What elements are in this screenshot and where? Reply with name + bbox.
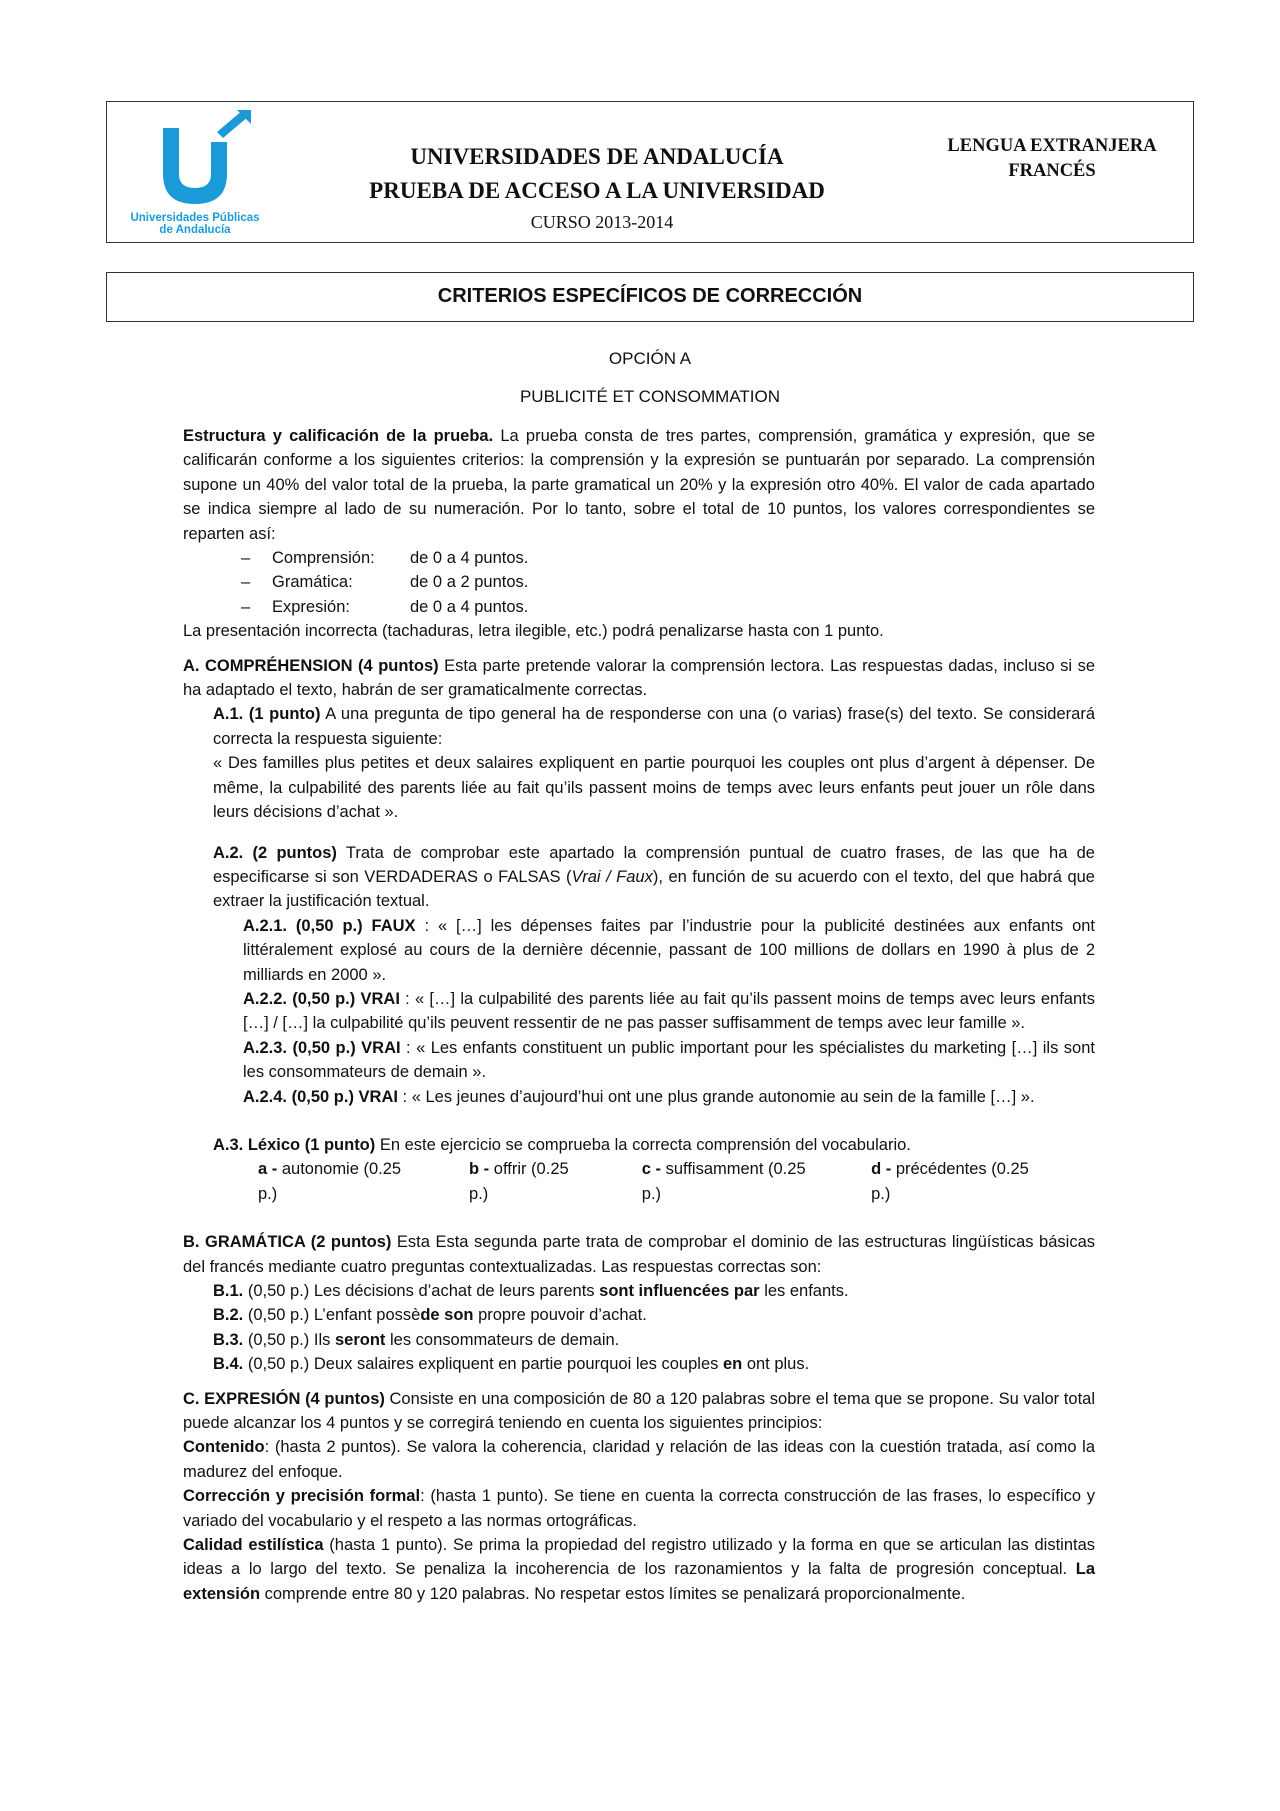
style-text: (hasta 1 punto). Se prima la propiedad del registro utilizado y la forma en que se articulan las distintas ideas a lo largo del texto. Se penaliza la incoherencia de los razonamientos y la falta de progresión conceptual. (183, 1536, 1096, 1579)
logo-caption-line-2: de Andalucía (159, 224, 231, 236)
a2-item-lead: A.2.3. (0,50 p.) VRAI (243, 1038, 401, 1057)
style-lead: Calidad estilística (183, 1536, 324, 1555)
correction-lead: Corrección y precisión formal (183, 1487, 421, 1506)
spacer (183, 644, 1095, 654)
content-lead: Contenido (183, 1438, 265, 1457)
a3-paragraph (183, 1133, 1095, 1157)
criteria-title: CRITERIOS ESPECÍFICOS DE CORRECCIÓN (106, 272, 1194, 322)
a2-item (183, 914, 1095, 987)
b-item-answer: seront (334, 1330, 386, 1349)
b-item-num: B.1. (213, 1282, 244, 1300)
content-criterion (183, 1435, 1095, 1484)
header-subject (907, 134, 1197, 184)
list-label: Expresión: (272, 597, 350, 616)
section-a-text: Esta parte pretende valorar la comprensión lectora. Las respuestas dadas, incluso si se ha adaptado el texto, habrán de ser gramaticalmente correctas. (183, 656, 1095, 700)
b-item-answer: de son (420, 1306, 474, 1325)
a1-paragraph (183, 702, 1095, 751)
b-item (183, 1303, 1095, 1327)
b-item-answer: sont influencées par (599, 1282, 760, 1300)
b-item-answer: en (722, 1355, 743, 1374)
spacer (183, 1109, 1095, 1133)
topic-heading: PUBLICITÉ ET CONSOMMATION (519, 387, 781, 406)
b-item (183, 1279, 1095, 1303)
section-a-intro (183, 654, 1095, 703)
a2-item-text: : « Les enfants constituent un public important pour les spécialistes du marketing […] ils sont les consommateurs de demain ». (243, 1038, 1095, 1082)
document-body (183, 424, 1095, 1606)
a3-lead: A.3. Léxico (1 punto) (213, 1135, 376, 1154)
a2-text-italic: Vrai / Faux (571, 867, 653, 886)
a2-item-lead: A.2.2. (0,50 p.) VRAI (243, 989, 400, 1008)
lexico-key: c - (641, 1160, 662, 1179)
structure-lead: Estructura y calificación de la prueba. (183, 427, 494, 445)
header-titles (307, 140, 887, 236)
list-value: de 0 a 4 puntos. (410, 597, 529, 616)
a2-paragraph (183, 841, 1095, 914)
a1-answer: « Des familles plus petites et deux salaires expliquent en partie pourquoi les couples ont plus d’argent à dépenser. De même, la culpabilité des parents liée au fait qu’ils passent moins de temps avec leurs enfants peut jouer un rôle dans leurs décisions d’achat ». (213, 754, 1095, 822)
header-title-2: PRUEBA DE ACCESO A LA UNIVERSIDAD (369, 178, 825, 203)
extension-text: comprende entre 80 y 120 palabras. No respetar estos límites se penalizará proporcionalmente. (260, 1584, 966, 1603)
spacer (183, 1206, 1095, 1230)
extension-lead: La extensión (183, 1560, 1095, 1603)
list-dash: – (241, 549, 251, 568)
a2-text-2: ), en función de su acuerdo con el texto, del que habrá que extraer la justificación textual. (213, 867, 1095, 911)
list-value: de 0 a 4 puntos. (410, 549, 529, 568)
list-label: Gramática: (272, 573, 353, 592)
correction-text: : (hasta 1 punto). Se tiene en cuenta la correcta construcción de las frases, lo específico y variado del vocabulario y el respeto a las normas ortográficas. (183, 1487, 1096, 1530)
lexico-text: suffisamment (0.25 p.) (641, 1160, 806, 1203)
spacer (183, 1377, 1095, 1387)
lexico-key: b - (469, 1160, 490, 1179)
a2-item (183, 1085, 1095, 1109)
section-b-text: Esta Esta segunda parte trata de comprobar el dominio de las estructuras lingüísticas básicas del francés mediante cuatro preguntas contextualizadas. Las respuestas correctas son: (183, 1233, 1095, 1276)
b-item-text: (0,50 p.) Les décisions d’achat de leurs parents (243, 1282, 600, 1300)
lexico-item (258, 1157, 435, 1206)
lexico-text: précédentes (0.25 p.) (871, 1160, 1029, 1203)
university-logo (125, 108, 265, 238)
a2-item (183, 1036, 1095, 1085)
section-b-lead: B. GRAMÁTICA (2 puntos) (183, 1233, 392, 1252)
option-heading: OPCIÓN A (608, 349, 692, 368)
b-item-text: (0,50 p.) L’enfant possè (243, 1306, 421, 1325)
list-item (183, 595, 1095, 619)
b-item-text: (0,50 p.) Deux salaires expliquent en partie pourquoi les couples (243, 1355, 723, 1374)
b-item-rest: les enfants. (759, 1282, 849, 1300)
a1-text: A una pregunta de tipo general ha de responderse con una (o varias) frase(s) del texto. Se considerará correcta la respuesta siguiente: (213, 705, 1095, 748)
lexico-text: offrir (0.25 p.) (469, 1160, 569, 1203)
a2-lead: A.2. (2 puntos) (213, 843, 337, 862)
list-item (183, 546, 1095, 570)
section-a-lead: A. COMPRÉHENSION (4 puntos) (183, 656, 439, 675)
lexico-key: d - (871, 1160, 892, 1179)
logo-caption-line-1: Universidades Públicas (130, 212, 260, 224)
lexico-key: a - (258, 1160, 278, 1179)
b-item-num: B.3. (213, 1330, 244, 1349)
b-item (183, 1352, 1095, 1376)
section-b-intro (183, 1230, 1095, 1279)
a2-item-text: : « Les jeunes d’aujourd’hui ont une plus grande autonomie au sein de la famille […] ». (397, 1087, 1035, 1106)
list-label: Comprensión: (272, 549, 375, 568)
b-item-rest: propre pouvoir d’achat. (473, 1306, 647, 1325)
a2-item-text: : « […] la culpabilité des parents liée au fait qu’ils passent moins de temps avec leurs enfants […] / […] la culpabilité qu’ils peuvent ressentir de ne pas passer suffisamment de temps avec leur famille ». (243, 989, 1095, 1033)
a2-item-lead: A.2.4. (0,50 p.) VRAI (243, 1087, 398, 1106)
header-box (106, 101, 1194, 243)
presentation-note: La presentación incorrecta (tachaduras, letra ilegible, etc.) podrá penalizarse hasta con 1 punto. (183, 622, 884, 641)
logo-u-icon (125, 108, 265, 212)
logo-caption (125, 212, 265, 236)
b-item (183, 1328, 1095, 1352)
list-item (183, 570, 1095, 594)
list-dash: – (241, 573, 251, 592)
correction-criterion (183, 1484, 1095, 1533)
b-item-rest: ont plus. (742, 1355, 810, 1374)
spacer (183, 825, 1095, 841)
lexico-row (183, 1157, 1095, 1206)
subject-line-2: FRANCÉS (1008, 161, 1096, 181)
content-text: : (hasta 2 puntos). Se valora la coherencia, claridad y relación de las ideas con la cuestión tratada, así como la madurez del enfoque. (183, 1438, 1095, 1481)
a3-text: En este ejercicio se comprueba la correcta comprensión del vocabulario. (375, 1135, 911, 1154)
lexico-item (871, 1157, 1061, 1206)
structure-paragraph (183, 424, 1095, 546)
b-item-num: B.4. (213, 1355, 244, 1374)
style-criterion (183, 1533, 1095, 1606)
a2-item (183, 987, 1095, 1036)
lexico-item (469, 1157, 608, 1206)
b-item-rest: les consommateurs de demain. (385, 1330, 620, 1349)
a2-text-1: Trata de comprobar este apartado la comprensión puntual de cuatro frases, de las que ha de especificarse si son VERDADERAS o FALSAS ( (213, 843, 1095, 886)
lexico-item (642, 1157, 837, 1206)
subject-line-1: LENGUA EXTRANJERA (947, 136, 1157, 156)
structure-text: La prueba consta de tres partes, comprensión, gramática y expresión, que se calificarán conforme a los siguientes criterios: la comprensión y la expresión se puntuarán por separado. La comprensión supone un 40% del valor total de la prueba, la parte gramatical un 20% y la expresión otro 40%. El valor de cada apartado se indica siempre al lado de su numeración. Por lo tanto, sobre el total de 10 puntos, los valores correspondientes se reparten así: (183, 427, 1096, 543)
a2-item-text: : « […] les dépenses faites par l’industrie pour la publicité destinées aux enfants ont littéralement explosé au cours de la dernière décennie, passant de 100 millions de dollars en 1990 à plus de 2 milliards en 2000 ». (243, 916, 1096, 984)
b-item-text: (0,50 p.) Ils (243, 1330, 335, 1349)
b-item-num: B.2. (213, 1306, 244, 1325)
a2-item-lead: A.2.1. (0,50 p.) FAUX (243, 916, 416, 935)
section-c-text: Consiste en una composición de 80 a 120 palabras sobre el tema que se propone. Su valor total puede alcanzar los 4 puntos y se corregirá teniendo en cuenta los siguientes principios: (183, 1389, 1095, 1433)
lexico-text: autonomie (0.25 p.) (258, 1160, 402, 1203)
header-course: CURSO 2013-2014 (530, 212, 674, 232)
section-c-lead: C. EXPRESIÓN (4 puntos) (183, 1389, 385, 1408)
list-value: de 0 a 2 puntos. (410, 573, 529, 592)
header-title-1: UNIVERSIDADES DE ANDALUCÍA (410, 144, 784, 169)
a1-lead: A.1. (1 punto) (213, 705, 321, 724)
list-dash: – (241, 597, 251, 616)
section-c-intro (183, 1387, 1095, 1436)
